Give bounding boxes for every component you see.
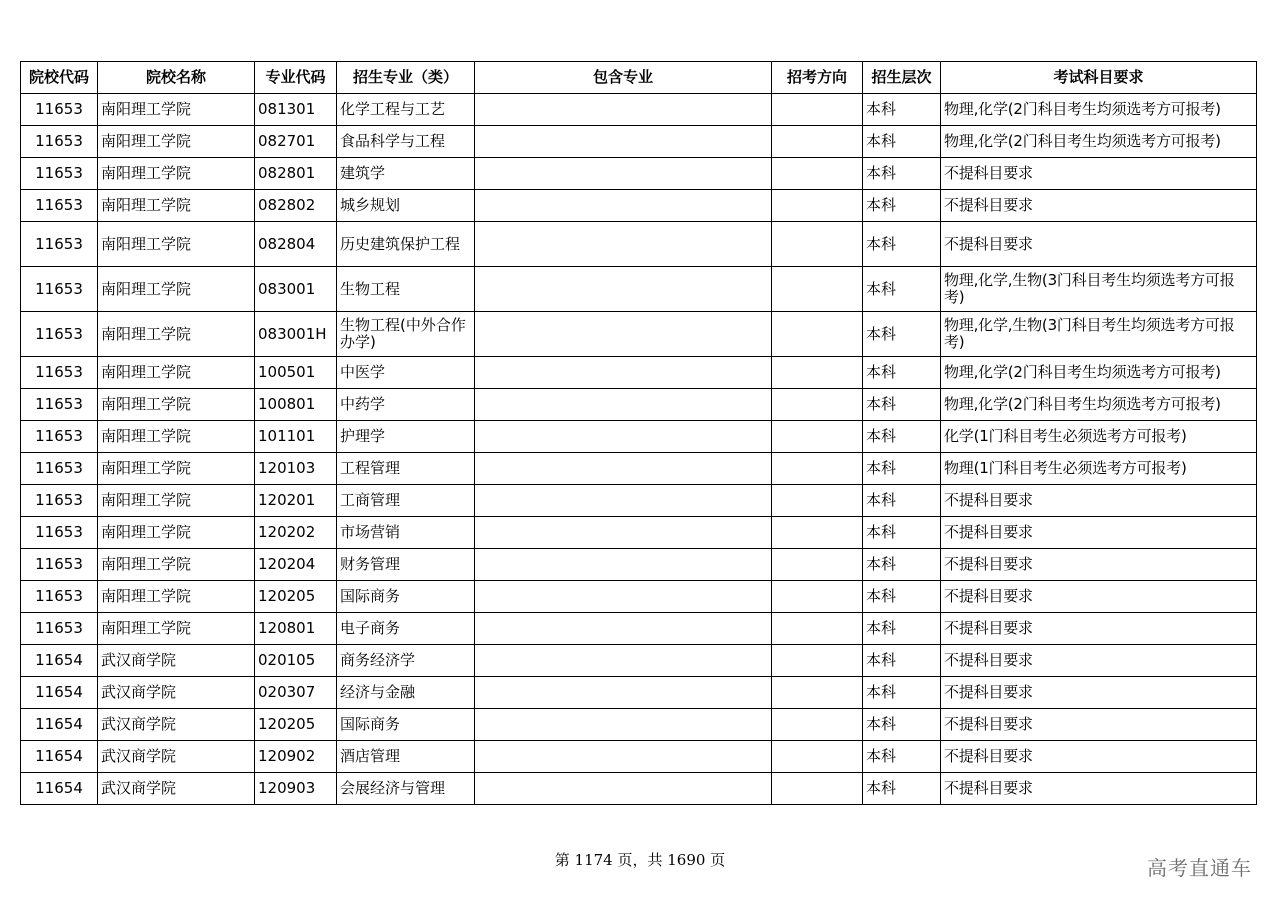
cell-subject-requirement: 物理,化学,生物(3门科目考生均须选考方可报考) bbox=[941, 312, 1257, 357]
cell-school-name: 南阳理工学院 bbox=[98, 421, 255, 453]
cell-level: 本科 bbox=[863, 389, 941, 421]
cell-direction bbox=[772, 549, 863, 581]
table-header-row bbox=[21, 62, 1257, 94]
cell-subject-requirement: 不提科目要求 bbox=[941, 222, 1257, 267]
cell-major: 生物工程 bbox=[337, 267, 475, 312]
cell-school-name: 南阳理工学院 bbox=[98, 267, 255, 312]
cell-level: 本科 bbox=[863, 677, 941, 709]
cell-major: 中医学 bbox=[337, 357, 475, 389]
cell-school-name: 南阳理工学院 bbox=[98, 190, 255, 222]
table-row bbox=[21, 581, 1257, 613]
cell-level: 本科 bbox=[863, 267, 941, 312]
cell-subject-requirement: 物理,化学,生物(3门科目考生均须选考方可报考) bbox=[941, 267, 1257, 312]
cell-subject-requirement: 物理,化学(2门科目考生均须选考方可报考) bbox=[941, 357, 1257, 389]
cell-major-code: 101101 bbox=[255, 421, 337, 453]
cell-included-majors bbox=[475, 453, 772, 485]
cell-school-name: 南阳理工学院 bbox=[98, 581, 255, 613]
cell-level: 本科 bbox=[863, 421, 941, 453]
table-row bbox=[21, 453, 1257, 485]
table-row bbox=[21, 773, 1257, 805]
cell-major: 酒店管理 bbox=[337, 741, 475, 773]
cell-major-code: 082801 bbox=[255, 158, 337, 190]
cell-school-code: 11653 bbox=[21, 126, 98, 158]
cell-major: 商务经济学 bbox=[337, 645, 475, 677]
cell-school-name: 南阳理工学院 bbox=[98, 517, 255, 549]
cell-level: 本科 bbox=[863, 453, 941, 485]
cell-major-code: 120205 bbox=[255, 709, 337, 741]
watermark-text: 高考直通车 bbox=[1147, 856, 1252, 880]
cell-level: 本科 bbox=[863, 581, 941, 613]
cell-included-majors bbox=[475, 677, 772, 709]
cell-major-code: 120205 bbox=[255, 581, 337, 613]
cell-school-code: 11654 bbox=[21, 709, 98, 741]
cell-school-name: 武汉商学院 bbox=[98, 773, 255, 805]
cell-subject-requirement: 不提科目要求 bbox=[941, 773, 1257, 805]
cell-level: 本科 bbox=[863, 312, 941, 357]
cell-school-name: 南阳理工学院 bbox=[98, 485, 255, 517]
cell-direction bbox=[772, 709, 863, 741]
cell-major-code: 120103 bbox=[255, 453, 337, 485]
cell-major-code: 100801 bbox=[255, 389, 337, 421]
cell-direction bbox=[772, 517, 863, 549]
cell-direction bbox=[772, 94, 863, 126]
cell-major-code: 120902 bbox=[255, 741, 337, 773]
cell-major-code: 081301 bbox=[255, 94, 337, 126]
table-row bbox=[21, 357, 1257, 389]
table-row bbox=[21, 222, 1257, 267]
page-number: 第 1174 页，共 1690 页 bbox=[554, 851, 726, 869]
cell-included-majors bbox=[475, 389, 772, 421]
cell-school-code: 11654 bbox=[21, 645, 98, 677]
table-row bbox=[21, 158, 1257, 190]
cell-major-code: 020307 bbox=[255, 677, 337, 709]
cell-major: 中药学 bbox=[337, 389, 475, 421]
cell-subject-requirement: 不提科目要求 bbox=[941, 677, 1257, 709]
cell-subject-requirement: 不提科目要求 bbox=[941, 741, 1257, 773]
cell-school-name: 武汉商学院 bbox=[98, 741, 255, 773]
cell-school-name: 南阳理工学院 bbox=[98, 549, 255, 581]
cell-direction bbox=[772, 126, 863, 158]
cell-school-name: 武汉商学院 bbox=[98, 709, 255, 741]
table-row bbox=[21, 613, 1257, 645]
cell-major-code: 083001 bbox=[255, 267, 337, 312]
cell-school-name: 南阳理工学院 bbox=[98, 94, 255, 126]
header-included-majors: 包含专业 bbox=[475, 62, 772, 94]
header-major-code: 专业代码 bbox=[255, 62, 337, 94]
cell-subject-requirement: 不提科目要求 bbox=[941, 190, 1257, 222]
cell-included-majors bbox=[475, 613, 772, 645]
cell-major-code: 100501 bbox=[255, 357, 337, 389]
table-row bbox=[21, 741, 1257, 773]
header-direction: 招考方向 bbox=[772, 62, 863, 94]
cell-level: 本科 bbox=[863, 485, 941, 517]
cell-subject-requirement: 不提科目要求 bbox=[941, 485, 1257, 517]
cell-major-code: 120801 bbox=[255, 613, 337, 645]
header-school-name: 院校名称 bbox=[98, 62, 255, 94]
cell-school-code: 11653 bbox=[21, 453, 98, 485]
cell-major: 历史建筑保护工程 bbox=[337, 222, 475, 267]
admission-table bbox=[20, 61, 1257, 805]
cell-level: 本科 bbox=[863, 158, 941, 190]
cell-major-code: 020105 bbox=[255, 645, 337, 677]
table-row bbox=[21, 126, 1257, 158]
cell-included-majors bbox=[475, 267, 772, 312]
cell-school-name: 南阳理工学院 bbox=[98, 222, 255, 267]
cell-included-majors bbox=[475, 126, 772, 158]
cell-major-code: 082804 bbox=[255, 222, 337, 267]
cell-major-code: 120202 bbox=[255, 517, 337, 549]
cell-level: 本科 bbox=[863, 222, 941, 267]
cell-major: 国际商务 bbox=[337, 581, 475, 613]
cell-school-code: 11653 bbox=[21, 158, 98, 190]
cell-school-code: 11654 bbox=[21, 677, 98, 709]
cell-major: 电子商务 bbox=[337, 613, 475, 645]
cell-direction bbox=[772, 613, 863, 645]
cell-major: 工商管理 bbox=[337, 485, 475, 517]
table-row bbox=[21, 312, 1257, 357]
cell-subject-requirement: 物理,化学(2门科目考生均须选考方可报考) bbox=[941, 94, 1257, 126]
cell-direction bbox=[772, 485, 863, 517]
cell-subject-requirement: 化学(1门科目考生必须选考方可报考) bbox=[941, 421, 1257, 453]
cell-school-name: 南阳理工学院 bbox=[98, 389, 255, 421]
cell-subject-requirement: 不提科目要求 bbox=[941, 613, 1257, 645]
table-row bbox=[21, 677, 1257, 709]
cell-school-name: 武汉商学院 bbox=[98, 677, 255, 709]
cell-subject-requirement: 不提科目要求 bbox=[941, 581, 1257, 613]
table-row bbox=[21, 549, 1257, 581]
cell-major-code: 120204 bbox=[255, 549, 337, 581]
cell-direction bbox=[772, 421, 863, 453]
table-row bbox=[21, 389, 1257, 421]
cell-subject-requirement: 不提科目要求 bbox=[941, 549, 1257, 581]
cell-subject-requirement: 不提科目要求 bbox=[941, 645, 1257, 677]
header-subject-requirement: 考试科目要求 bbox=[941, 62, 1257, 94]
cell-major-code: 120903 bbox=[255, 773, 337, 805]
cell-major-code: 120201 bbox=[255, 485, 337, 517]
cell-school-code: 11653 bbox=[21, 190, 98, 222]
cell-school-name: 南阳理工学院 bbox=[98, 613, 255, 645]
cell-school-code: 11653 bbox=[21, 485, 98, 517]
cell-school-code: 11653 bbox=[21, 267, 98, 312]
table-row bbox=[21, 267, 1257, 312]
cell-level: 本科 bbox=[863, 613, 941, 645]
cell-school-name: 南阳理工学院 bbox=[98, 312, 255, 357]
cell-school-code: 11654 bbox=[21, 773, 98, 805]
cell-major-code: 082802 bbox=[255, 190, 337, 222]
cell-level: 本科 bbox=[863, 94, 941, 126]
cell-school-code: 11653 bbox=[21, 357, 98, 389]
table-row bbox=[21, 709, 1257, 741]
cell-level: 本科 bbox=[863, 709, 941, 741]
cell-school-code: 11654 bbox=[21, 741, 98, 773]
header-major: 招生专业（类） bbox=[337, 62, 475, 94]
cell-included-majors bbox=[475, 581, 772, 613]
cell-included-majors bbox=[475, 485, 772, 517]
cell-included-majors bbox=[475, 357, 772, 389]
cell-major: 食品科学与工程 bbox=[337, 126, 475, 158]
cell-direction bbox=[772, 453, 863, 485]
cell-school-code: 11653 bbox=[21, 222, 98, 267]
cell-major-code: 082701 bbox=[255, 126, 337, 158]
cell-subject-requirement: 不提科目要求 bbox=[941, 709, 1257, 741]
table-row bbox=[21, 485, 1257, 517]
table-row bbox=[21, 645, 1257, 677]
cell-major: 工程管理 bbox=[337, 453, 475, 485]
cell-subject-requirement: 物理,化学(2门科目考生均须选考方可报考) bbox=[941, 389, 1257, 421]
table-body bbox=[21, 94, 1257, 805]
cell-direction bbox=[772, 581, 863, 613]
cell-included-majors bbox=[475, 94, 772, 126]
cell-subject-requirement: 物理,化学(2门科目考生均须选考方可报考) bbox=[941, 126, 1257, 158]
cell-level: 本科 bbox=[863, 357, 941, 389]
cell-major: 护理学 bbox=[337, 421, 475, 453]
cell-school-name: 武汉商学院 bbox=[98, 645, 255, 677]
cell-direction bbox=[772, 773, 863, 805]
cell-level: 本科 bbox=[863, 741, 941, 773]
cell-school-code: 11653 bbox=[21, 389, 98, 421]
header-level: 招生层次 bbox=[863, 62, 941, 94]
cell-school-name: 南阳理工学院 bbox=[98, 126, 255, 158]
cell-direction bbox=[772, 190, 863, 222]
cell-major: 生物工程(中外合作办学) bbox=[337, 312, 475, 357]
cell-school-code: 11653 bbox=[21, 517, 98, 549]
cell-school-code: 11653 bbox=[21, 613, 98, 645]
cell-included-majors bbox=[475, 158, 772, 190]
cell-major: 财务管理 bbox=[337, 549, 475, 581]
cell-direction bbox=[772, 357, 863, 389]
cell-major: 市场营销 bbox=[337, 517, 475, 549]
cell-level: 本科 bbox=[863, 517, 941, 549]
cell-level: 本科 bbox=[863, 190, 941, 222]
cell-level: 本科 bbox=[863, 645, 941, 677]
cell-direction bbox=[772, 267, 863, 312]
cell-major-code: 083001H bbox=[255, 312, 337, 357]
cell-direction bbox=[772, 741, 863, 773]
cell-direction bbox=[772, 645, 863, 677]
cell-major: 建筑学 bbox=[337, 158, 475, 190]
cell-included-majors bbox=[475, 645, 772, 677]
cell-school-code: 11653 bbox=[21, 421, 98, 453]
cell-included-majors bbox=[475, 421, 772, 453]
cell-major: 经济与金融 bbox=[337, 677, 475, 709]
cell-included-majors bbox=[475, 190, 772, 222]
cell-level: 本科 bbox=[863, 549, 941, 581]
cell-direction bbox=[772, 389, 863, 421]
cell-included-majors bbox=[475, 549, 772, 581]
cell-included-majors bbox=[475, 709, 772, 741]
cell-included-majors bbox=[475, 741, 772, 773]
table-row bbox=[21, 94, 1257, 126]
table-row bbox=[21, 190, 1257, 222]
table-row bbox=[21, 517, 1257, 549]
cell-subject-requirement: 不提科目要求 bbox=[941, 158, 1257, 190]
cell-major: 城乡规划 bbox=[337, 190, 475, 222]
cell-school-name: 南阳理工学院 bbox=[98, 453, 255, 485]
cell-school-code: 11653 bbox=[21, 549, 98, 581]
cell-subject-requirement: 物理(1门科目考生必须选考方可报考) bbox=[941, 453, 1257, 485]
cell-included-majors bbox=[475, 773, 772, 805]
table-row bbox=[21, 421, 1257, 453]
cell-direction bbox=[772, 677, 863, 709]
cell-major: 化学工程与工艺 bbox=[337, 94, 475, 126]
cell-school-code: 11653 bbox=[21, 581, 98, 613]
cell-included-majors bbox=[475, 222, 772, 267]
cell-direction bbox=[772, 222, 863, 267]
cell-direction bbox=[772, 158, 863, 190]
header-school-code: 院校代码 bbox=[21, 62, 98, 94]
cell-included-majors bbox=[475, 517, 772, 549]
cell-school-code: 11653 bbox=[21, 312, 98, 357]
cell-direction bbox=[772, 312, 863, 357]
cell-included-majors bbox=[475, 312, 772, 357]
cell-school-code: 11653 bbox=[21, 94, 98, 126]
cell-school-name: 南阳理工学院 bbox=[98, 158, 255, 190]
cell-major: 会展经济与管理 bbox=[337, 773, 475, 805]
cell-level: 本科 bbox=[863, 773, 941, 805]
cell-school-name: 南阳理工学院 bbox=[98, 357, 255, 389]
cell-level: 本科 bbox=[863, 126, 941, 158]
cell-major: 国际商务 bbox=[337, 709, 475, 741]
cell-subject-requirement: 不提科目要求 bbox=[941, 517, 1257, 549]
